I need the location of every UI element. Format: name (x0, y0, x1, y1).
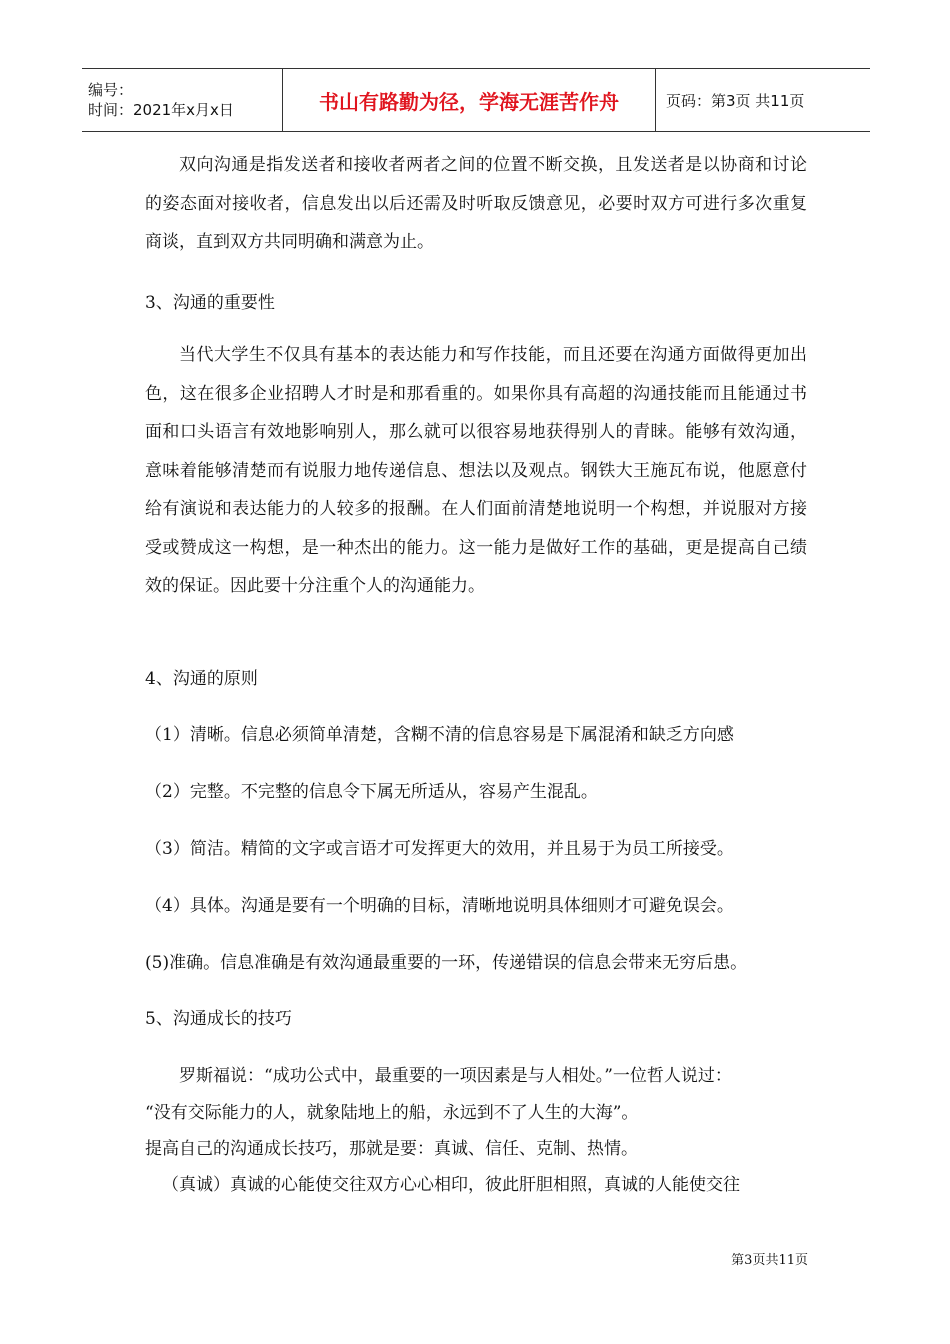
time-label: 时间：2021年x月x日 (88, 101, 234, 119)
principle-item: （1）清晰。信息必须简单清楚，含糊不清的信息容易是下属混淆和缺乏方向感 (145, 725, 734, 745)
skills-line: 提高自己的沟通成长技巧，那就是要：真诚、信任、克制、热情。 (145, 1139, 638, 1159)
header-page-info: 页码：第3页 共11页 (666, 91, 805, 110)
heading-importance: 3、沟通的重要性 (145, 293, 275, 313)
principle-item: (5)准确。信息准确是有效沟通最重要的一环，传递错误的信息会带来无穷后患。 (145, 953, 748, 973)
sincerity-line: （真诚）真诚的心能使交往双方心心相印，彼此肝胆相照，真诚的人能使交往 (162, 1175, 740, 1195)
header-motto: 书山有路勤为径，学海无涯苦作舟 (282, 69, 656, 131)
heading-growth-skills: 5、沟通成长的技巧 (145, 1009, 292, 1029)
page-header (82, 68, 870, 132)
heading-principles: 4、沟通的原则 (145, 669, 258, 689)
paragraph-two-way-communication: 双向沟通是指发送者和接收者两者之间的位置不断交换，且发送者是以协商和讨论的姿态面对接收者，信息发出以后还需及时听取反馈意见，必要时双方可进行多次重复商谈，直到双方共同明确和满意为止。 (145, 155, 807, 252)
page-footer: 第3页共11页 (731, 1253, 808, 1268)
principle-item: （4）具体。沟通是要有一个明确的目标，清晰地说明具体细则才可避免误会。 (145, 896, 734, 916)
principle-item: （3）简洁。精简的文字或言语才可发挥更大的效用，并且易于为员工所接受。 (145, 839, 734, 859)
number-label: 编号： (88, 81, 134, 99)
principle-item: （2）完整。不完整的信息令下属无所适从，容易产生混乱。 (145, 782, 598, 802)
header-meta (82, 69, 282, 131)
quote-line: “没有交际能力的人，就象陆地上的船，永远到不了人生的大海”。 (145, 1103, 639, 1123)
quote-line: 罗斯福说：“成功公式中，最重要的一项因素是与人相处。”一位哲人说过： (179, 1066, 732, 1086)
paragraph-importance: 当代大学生不仅具有基本的表达能力和写作技能，而且还要在沟通方面做得更加出色，这在很多企业招聘人才时是和那看重的。如果你具有高超的沟通技能而且能通过书面和口头语言有效地影响别人，那么就可以很容易地获得别人的青睐。能够有效沟通，意味着能够清楚而有说服力地传递信息、想法以及观点。钢铁大王施瓦布说，他愿意付给有演说和表达能力的人较多的报酬。在人们面前清楚地说明一个构想，并说服对方接受或赞成这一构想，是一种杰出的能力。这一能力是做好工作的基础，更是提高自己绩效的保证。因此要十分注重个人的沟通能力。 (145, 345, 807, 596)
